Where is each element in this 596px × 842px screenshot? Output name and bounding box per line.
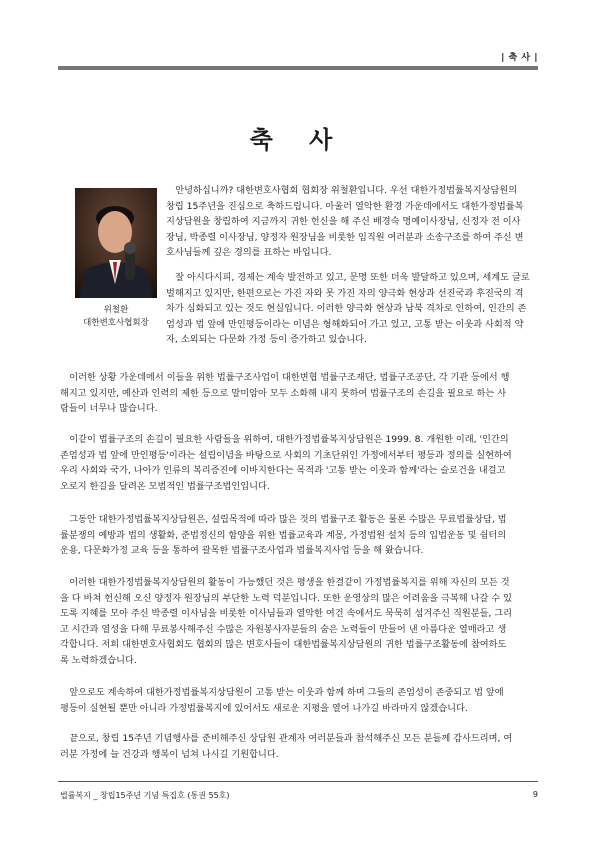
paragraph-1: 안녕하십니까? 대한변호사협회 협회장 위철환입니다. 우선 대한가정법률복지상담원의 창립 15주년을 진심으로 축하드립니다. 아울러 열악한 환경 가운데에서도 대한가정법률복 지상담원을 창립하여 지금까지 귀한 헌신을 해 주신 배경숙 명예이사장님, 신정자 전 이사 장님, 박종렬 이사장님, 양정자 원장님을 비롯한 임직원 여러분과 소송구조를 하여 주신 변 호사님들께 깊은 경의를 표하는 바입니다. — [166, 185, 524, 259]
author-name: 위철환 — [103, 305, 129, 315]
page-number: 9 — [532, 790, 538, 799]
page-title: 축 사 — [249, 125, 347, 154]
bottom-rule — [58, 781, 538, 782]
paragraph-7: 앞으로도 계속하여 대한가정법률복지상담원이 고통 받는 이웃과 함께 하며 그들의 존엄성이 존중되고 법 앞에 평등이 실현될 뿐만 아니라 가정법률복지에 있어서도 새로운 지평을 열어 나가길 바라마지 않겠습니다. — [60, 687, 504, 714]
section-tag: | 축 사 | — [501, 53, 538, 63]
top-rule — [58, 66, 538, 70]
paragraph-4: 이같이 법률구조의 손길이 필요한 사람들을 위하여, 대한가정법률복지상담원은 1999. 8. 개원한 이래, '인간의 존엄성과 법 앞에 만인평등'이라는 설립이념을 바탕으로 사회의 기초단위인 가정에서부터 평등과 정의를 실현하여 우리 사회와 국가, 나아가 인류의 복리증진에 이바지한다는 목적과 '고통 받는 이웃과 함께'라는 슬로건을 내걸고 오로지 한길을 달려온 모범적인 법률구조법인입니다. — [60, 434, 512, 492]
paragraph-5: 그동안 대한가정법률복지상담원은, 설립목적에 따라 많은 것의 법률구조 활동은 물론 수많은 무료법률상담, 법 률분쟁의 예방과 법의 생활화, 준법정신의 함양을 위한 법률교육과 계몽, 가정법원 설치 등의 입법운동 및 쉼터의 운용, 다문화가정 교육 등을 통하여 괄목한 법률구조사업과 법률복지사업 등을 해 왔습니다. — [60, 514, 507, 557]
paragraph-2: 잘 아시다시피, 경제는 계속 발전하고 있고, 문명 또한 더욱 발달하고 있으며, 세계도 글로 벌해지고 있지만, 한편으로는 가진 자와 못 가진 자의 양극화 현상과 선진국과 후진국의 격 차가 심화되고 있는 것도 현실입니다. 이러한 양극화 현상과 남북 격차로 인하여, 인간의 존 엄성과 법 앞에 만인평등이라는 이념은 형해화되어 가고 있고, 고통 받는 이웃과 사회적 약 자, 소외되는 다문화 가정 등이 증가하고 있습니다. — [166, 272, 530, 346]
footer-publication: 법률복지 _ 창립15주년 기념 특집호 (통권 55호) — [60, 791, 230, 800]
paragraph-8: 끝으로, 창립 15주년 기념행사를 준비해주신 상담원 관계자 여러분들과 참석해주신 모든 분들께 감사드리며, 여 러분 가정에 늘 건강과 행복이 넘쳐 나시길 기원합니다. — [60, 733, 513, 760]
paragraph-6: 이러한 대한가정법률복지상담원의 활동이 가능했던 것은 평생을 한결같이 가정법률복지를 위해 자신의 모든 것 을 다 바쳐 헌신해 오신 양정자 원장님의 부단한 노력 덕분입니다. 또한 운영상의 많은 어려움을 극복해 나갈 수 있 도록 지혜를 모아 주신 박종렬 이사님을 비롯한 이사님들과 열악한 여건 속에서도 묵묵히 섬겨주신 직원분들, 그리 고 시간과 열성을 다해 무료봉사해주신 수많은 자원봉사자분들의 숨은 노력들이 만들어 낸 아름다운 열매라고 생 각합니다. 저희 대한변호사협회도 협회의 많은 변호사들이 대한법률복지상담원의 귀한 법률구조활동에 참여하도 록 노력하겠습니다. — [60, 577, 513, 666]
author-title: 대한변호사협회장 — [83, 318, 149, 328]
author-photo — [75, 188, 157, 298]
paragraph-3: 이러한 상황 가운데에서 이들을 위한 법률구조사업이 대한변협 법률구조재단, 법률구조공단, 각 기관 등에서 행 해지고 있지만, 예산과 인력의 제한 등으로 말미암아 모두 소화해 내지 못하여 법률구조의 손길을 필요로 하는 사 람들이 너무나 많습니다. — [60, 372, 510, 415]
